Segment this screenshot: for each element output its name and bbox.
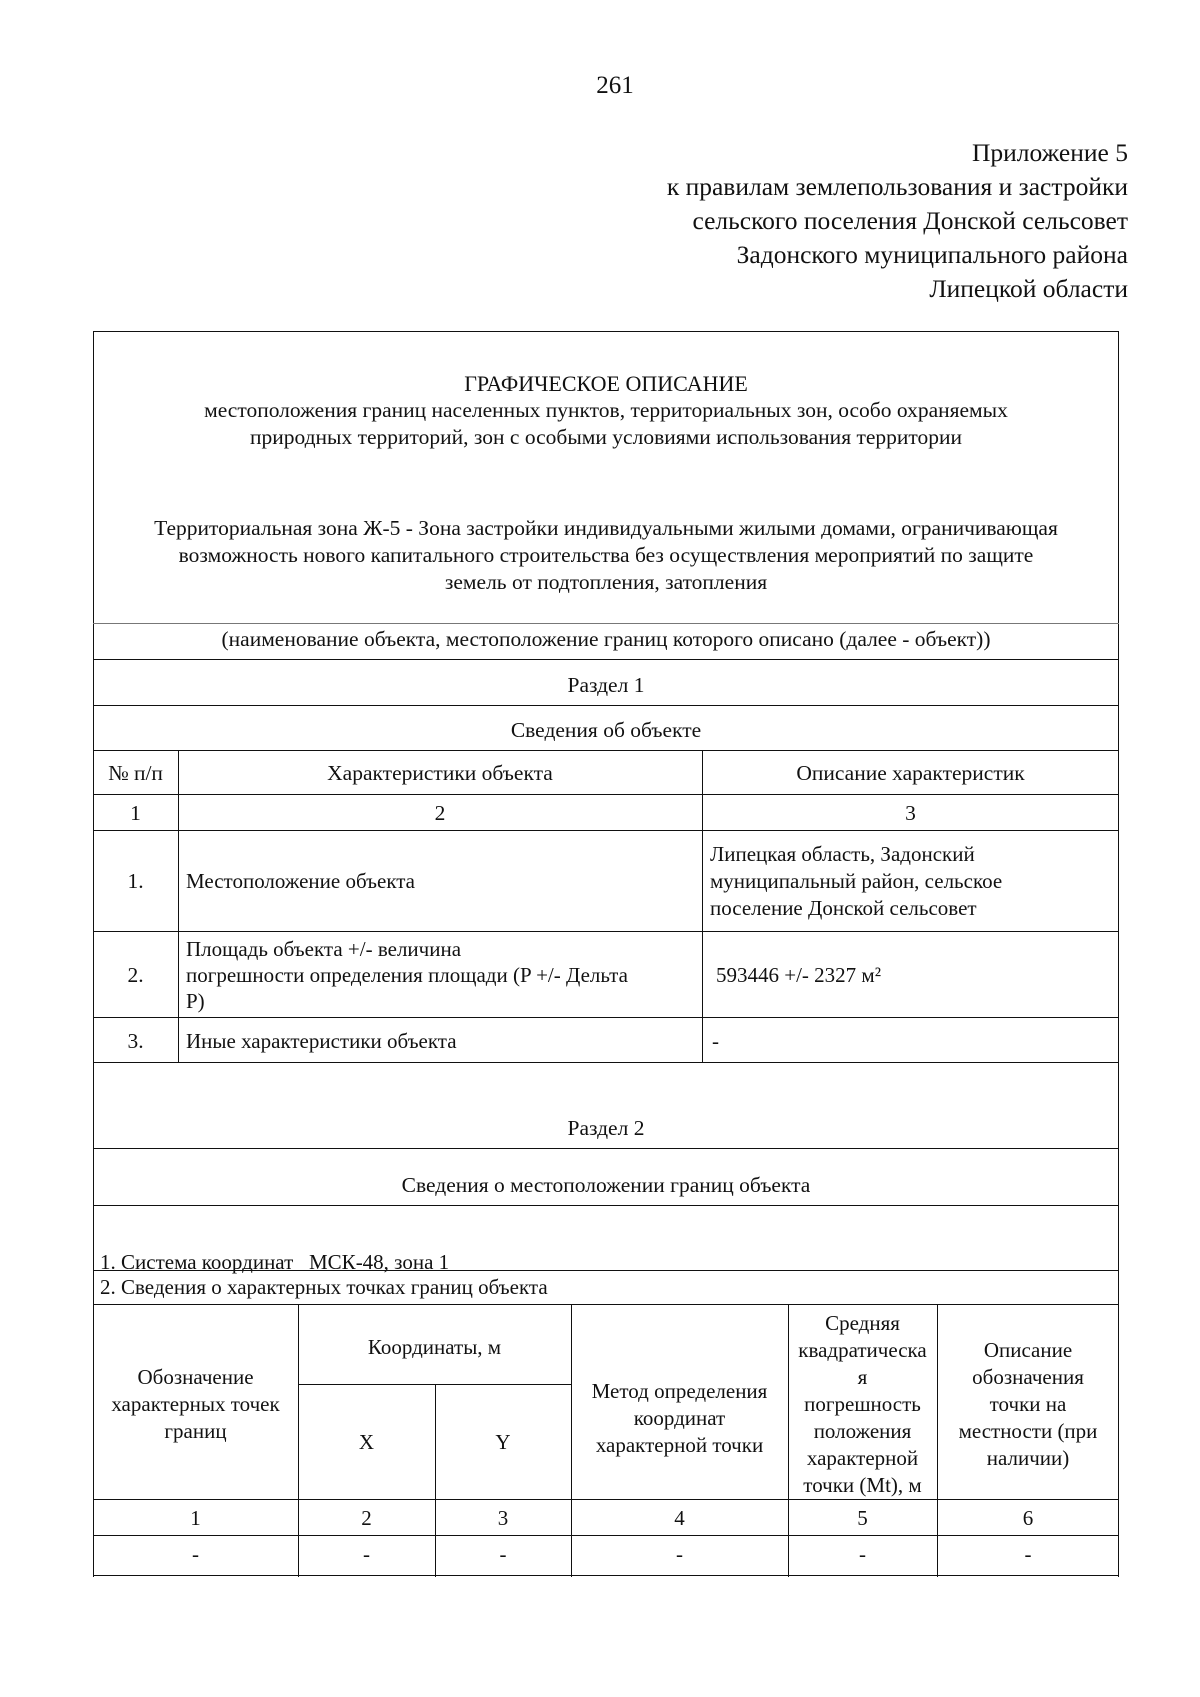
zone-name-line: возможность нового капитального строительства без осуществления мероприятий по защите — [178, 543, 1034, 567]
points-table-cell: - — [859, 1542, 866, 1566]
row-value: - — [712, 1029, 719, 1053]
area-value: 593446 +/- 2327 м² — [716, 963, 882, 987]
column-number: 3 — [497, 1506, 509, 1530]
appendix-line: сельского поселения Донской сельсовет — [692, 206, 1128, 235]
points-table-cell: - — [676, 1542, 683, 1566]
column-header-characteristics: Характеристики объекта — [327, 761, 553, 785]
column-header-description: Описание характеристик — [796, 761, 1025, 785]
x-header: X — [358, 1430, 375, 1454]
column-number: 2 — [434, 801, 446, 825]
appendix-line: Задонского муниципального района — [736, 240, 1128, 269]
appendix-header — [667, 136, 1128, 306]
y-header: Y — [495, 1430, 511, 1454]
column-number: 5 — [857, 1506, 868, 1530]
description-header-line: точки на — [989, 1392, 1067, 1416]
row-value-line: Липецкая область, Задонский — [710, 842, 975, 866]
method-header-line: Метод определения — [591, 1379, 768, 1403]
coordinate-system: 1. Система координат МСК-48, зона 1 — [100, 1250, 450, 1274]
row-characteristic: Иные характеристики объекта — [186, 1029, 457, 1053]
points-table-cell: - — [1024, 1542, 1032, 1566]
form-title: ГРАФИЧЕСКОЕ ОПИСАНИЕ — [464, 371, 748, 396]
points-table-cell: - — [363, 1542, 370, 1566]
row-number: 3. — [127, 1029, 144, 1053]
section2-subtitle: Сведения о местоположении границ объекта — [401, 1173, 811, 1197]
points-table-cell: - — [499, 1542, 507, 1566]
object-caption: (наименование объекта, местоположение границ которого описано (далее - объект)) — [221, 627, 991, 651]
error-header-line: я — [857, 1365, 868, 1389]
column-header-number: № п/п — [108, 761, 163, 785]
column-number: 1 — [130, 801, 141, 825]
row-value-line: поселение Донской сельсовет — [710, 896, 977, 920]
error-header-line: точки (Mt), м — [803, 1473, 922, 1497]
error-header-line: квадратическа — [798, 1338, 927, 1362]
method-header-line: характерной точки — [595, 1433, 764, 1457]
error-header-line: характерной — [806, 1446, 919, 1470]
points-caption: 2. Сведения о характерных точках границ объекта — [100, 1275, 548, 1299]
row-value-line: муниципальный район, сельское — [710, 869, 1003, 893]
designation-header-line: Обозначение — [137, 1365, 254, 1389]
zone-name-line: земель от подтопления, затопления — [444, 570, 768, 594]
description-header-line: Описание — [983, 1338, 1073, 1362]
section1-subtitle: Сведения об объекте — [510, 718, 702, 742]
designation-header-line: границ — [164, 1419, 227, 1443]
method-header-line: координат — [633, 1406, 726, 1430]
section2-title: Раздел 2 — [567, 1116, 645, 1140]
coordinates-header: Координаты, м — [367, 1335, 502, 1359]
section1-title: Раздел 1 — [567, 673, 645, 697]
row-number: 2. — [127, 963, 144, 987]
appendix-line: Липецкой области — [929, 274, 1128, 303]
row-characteristic-line: погрешности определения площади (P +/- Дельта — [186, 963, 628, 987]
description-header-line: местности (при — [958, 1419, 1098, 1443]
description-header-line: обозначения — [972, 1365, 1084, 1389]
form-subtitle-line: местоположения границ населенных пунктов, территориальных зон, особо охраняемых — [204, 398, 1008, 422]
row-number: 1. — [127, 869, 144, 893]
description-header-line: наличии) — [986, 1446, 1070, 1470]
row-characteristic-line: P) — [186, 989, 205, 1013]
points-table-cell: - — [192, 1542, 199, 1566]
column-number: 6 — [1022, 1506, 1034, 1530]
row-characteristic: Местоположение объекта — [186, 869, 416, 893]
appendix-line: к правилам землепользования и застройки — [666, 172, 1128, 201]
column-number: 3 — [905, 801, 916, 825]
error-header-line: положения — [813, 1419, 912, 1443]
error-header-line: погрешность — [804, 1392, 921, 1416]
graphic-description-form — [93, 331, 1119, 1577]
column-number: 1 — [190, 1506, 201, 1530]
error-header-line: Средняя — [825, 1311, 900, 1335]
zone-name-line: Территориальная зона Ж-5 - Зона застройки индивидуальными жилыми домами, ограничивающая — [154, 516, 1058, 540]
appendix-line: Приложение 5 — [972, 138, 1128, 167]
form-subtitle-line: природных территорий, зон с особыми условиями использования территории — [249, 425, 963, 449]
designation-header-line: характерных точек — [111, 1392, 280, 1416]
row-characteristic-line: Площадь объекта +/- величина — [186, 937, 462, 961]
page-number: 261 — [596, 72, 634, 99]
column-number: 2 — [361, 1506, 372, 1530]
column-number: 4 — [674, 1506, 685, 1530]
